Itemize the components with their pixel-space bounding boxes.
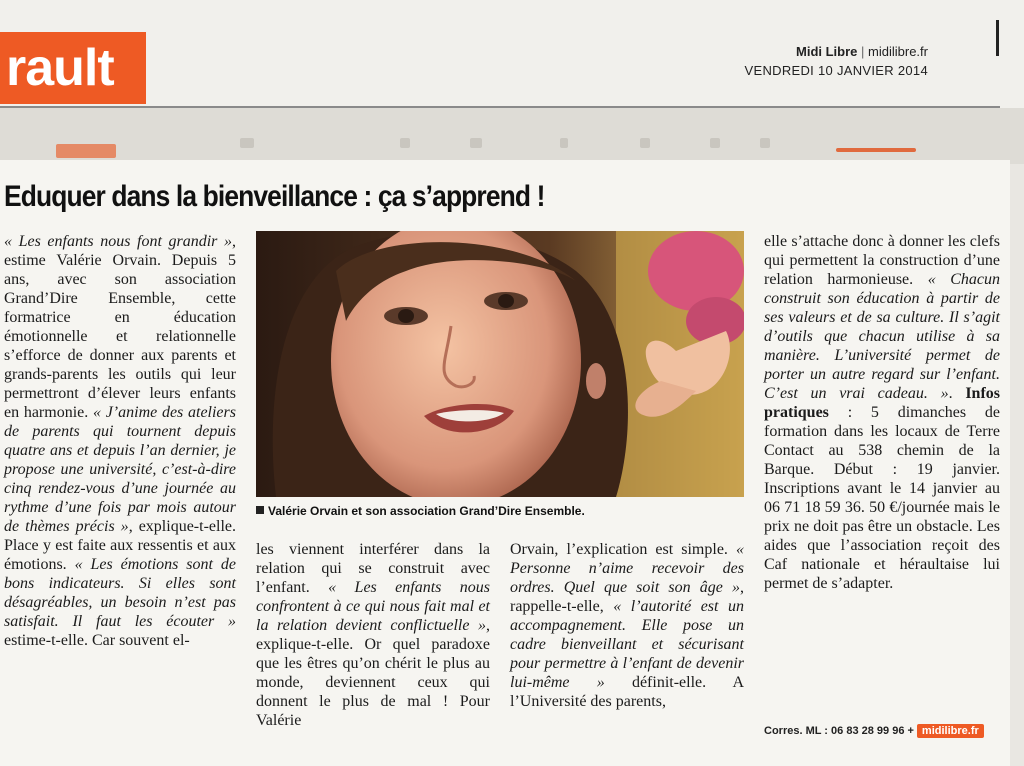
article-column-2 <box>256 540 490 730</box>
article-column-3 <box>510 540 744 711</box>
caption-text: Valérie Orvain et son association Grand’Dire Ensemble. <box>268 504 585 518</box>
text-run: « Les émotions sont de bons indicateurs. Si elles sont désagréables, un besoin n’est pas satisfait. Il faut les écouter » <box>4 556 236 630</box>
article <box>0 160 1010 766</box>
text-run: , rappelle-t-elle, <box>510 579 744 615</box>
text-run: elle s’attache donc à donner les clefs qui permettent la construction d’une relation harmonieuse. <box>764 233 1000 288</box>
text-run: , explique-t-elle. Place y est faite aux ressentis et aux émotions. <box>4 518 236 573</box>
text-run: , estime Valérie Orvain. Depuis 5 ans, avec son association Grand’Dire Ensemble, cette formatrice en éducation émotionnelle et relationnelle s’efforce de donner aux parents et grands-parents les outils qui leur permettront d’élever leurs enfants en harmonie. <box>4 233 236 421</box>
credit-text: Corres. ML : 06 83 28 99 96 + <box>764 725 914 737</box>
portrait-photo <box>256 231 744 497</box>
header-band <box>0 0 1024 108</box>
text-run: estime-t-elle. Car souvent el- <box>4 632 190 649</box>
text-run: , explique-t-elle. Or quel paradoxe que les êtres qu’on chérit le plus au monde, deviennent ceux qui donnent le plus de mal ! Pour Valérie <box>256 617 490 729</box>
caption-bullet <box>256 506 264 514</box>
text-run: « J’anime des ateliers de parents qui tournent depuis quatre ans et depuis l’an dernier, je propose une université, c’est-à-dire cinq rendez-vous d’une journée au rythme d’une fois par mois autour de thèmes précis » <box>4 404 236 535</box>
article-column-1 <box>4 232 236 650</box>
photo-caption <box>256 504 744 518</box>
text-run: : 5 dimanches de formation dans les locaux de Terre Contact au 538 chemin de la Barque. Début : 19 janvier. Inscriptions avant le 14 janvier au 06 71 18 59 36. 50 €/journée mais le prix ne doit pas être un obstacle. Les aides que l’association reçoit des Caf nationale et héraultaise lui permet de s’adapter. <box>764 404 1000 592</box>
text-run: Infos pratiques <box>764 385 1001 421</box>
text-run: « l’autorité est un accompagnement. Elle pose un cadre bienveillant et sécurisant pour permettre à l’enfant de devenir lui-même » <box>510 598 744 691</box>
paper-site: midilibre.fr <box>868 44 928 59</box>
text-run: « Personne n’aime recevoir des ordres. Quel que soit son âge » <box>510 541 744 596</box>
article-photo <box>256 231 744 497</box>
article-headline: Eduquer dans la bienveillance : ça s’apprend ! <box>4 180 545 213</box>
paper-separator: | <box>861 44 865 59</box>
text-run: « Chacun construit son éducation à partir de ses valeurs et de sa culture. Il s’agit d’outils que chacun utilise à sa manière. L’université permet de porter un autre regard sur l’enfant. C’est un vrai cadeau. » <box>764 271 1000 402</box>
text-run: définit-elle. A l’Université des parents, <box>510 674 744 710</box>
text-run: « Les enfants nous confrontent à ce qui nous fait mal et la relation devient conflictuelle » <box>256 579 491 634</box>
article-column-4 <box>764 232 1000 593</box>
text-run: les viennent interférer dans la relation qui se construit avec l’enfant. <box>256 541 490 596</box>
text-run: Orvain, l’explication est simple. <box>510 541 736 558</box>
paper-masthead <box>745 44 929 78</box>
page-behind-strip <box>0 108 1024 164</box>
paper-date: VENDREDI 10 JANVIER 2014 <box>744 63 928 78</box>
paper-name: Midi Libre <box>796 44 858 59</box>
text-run: « Les enfants nous font grandir » <box>4 233 232 250</box>
section-tag: rault <box>0 32 146 104</box>
text-run: . <box>948 385 966 402</box>
right-edge-mark <box>996 20 999 56</box>
credit-badge: midilibre.fr <box>917 724 984 738</box>
correspondent-credit <box>764 724 984 738</box>
paper-name-line <box>745 44 929 59</box>
